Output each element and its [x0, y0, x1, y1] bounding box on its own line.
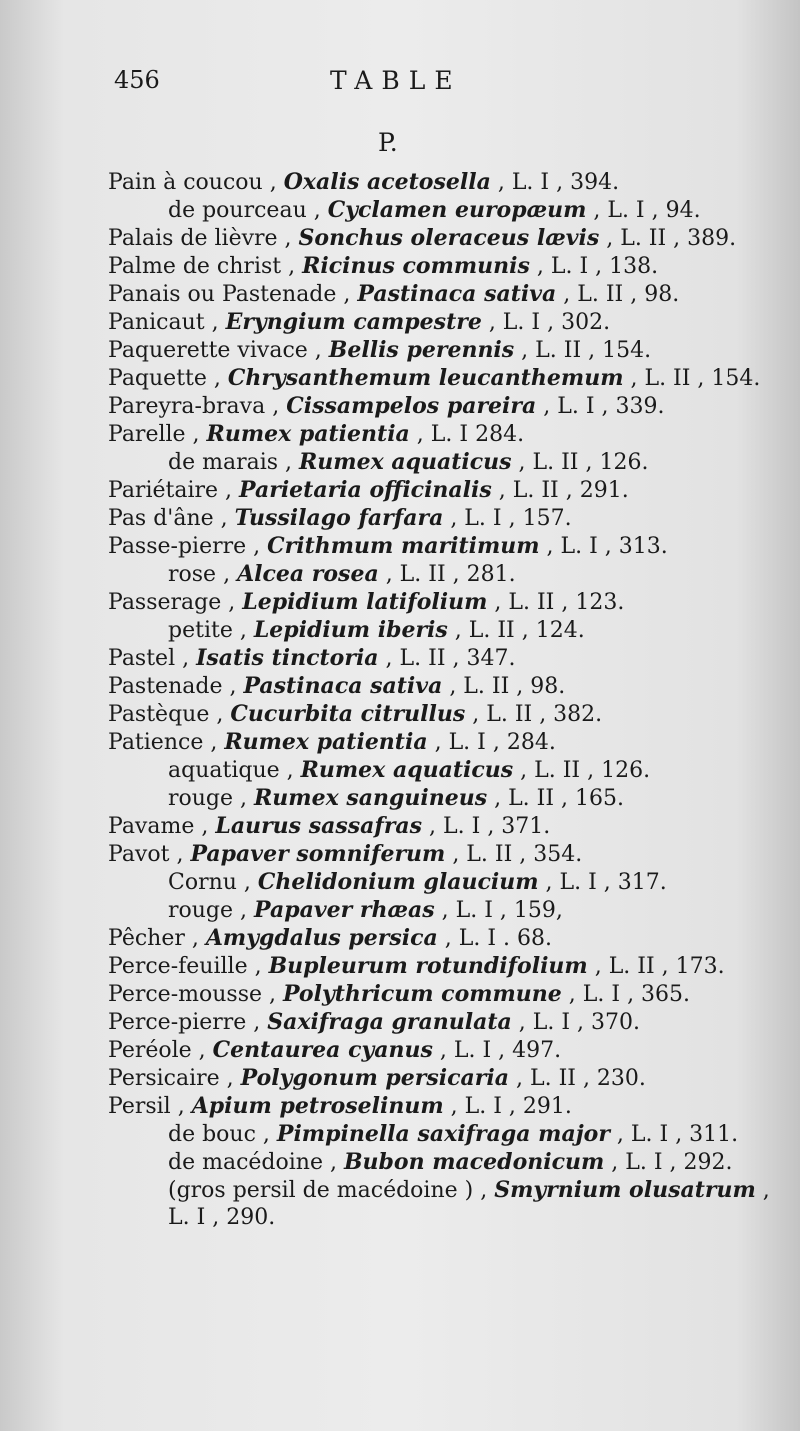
entry-latin-name: Polythricum commune [282, 981, 562, 1007]
entry-reference: , L. I . 68. [437, 926, 552, 951]
entry-term: aquatique , [168, 758, 301, 783]
entry-term: Parelle , [108, 422, 207, 447]
entry-reference: , L. II , 347. [378, 646, 516, 671]
entry-term: Cornu , [168, 870, 258, 895]
entry-latin-name: Bupleurum rotundifolium [268, 953, 588, 979]
entry-latin-name: Chelidonium glaucium [257, 869, 539, 895]
entry-reference: , L. II , 123. [487, 590, 625, 615]
index-entry [108, 952, 788, 980]
entry-latin-name: Chrysanthemum leucanthemum [227, 365, 624, 391]
entry-latin-name: Polygonum persicaria [240, 1065, 509, 1091]
entry-reference: , L. II , 154. [514, 338, 652, 363]
entry-latin-name: Parietaria officinalis [239, 477, 492, 503]
index-entry [108, 1008, 788, 1036]
entry-term: Panais ou Pastenade , [108, 282, 358, 307]
entry-term: rouge , [168, 786, 255, 811]
index-entry [108, 308, 788, 336]
entry-term: petite , [168, 618, 254, 643]
entry-reference: , L. II , 173. [587, 954, 725, 979]
index-subentry [108, 756, 788, 784]
entry-reference: , L. II , 389. [599, 226, 737, 251]
entry-latin-name: Cyclamen europæum [327, 197, 587, 223]
entry-latin-name: Rumex patientia [224, 729, 428, 755]
entry-reference: , L. II , 126. [511, 450, 649, 475]
entry-term: Pariétaire , [108, 478, 240, 503]
entry-reference: , L. I , 292. [604, 1150, 733, 1175]
entry-term: Perce-mousse , [108, 982, 283, 1007]
entry-latin-name: Rumex patientia [206, 421, 410, 447]
entry-latin-name: Centaurea cyanus [212, 1037, 433, 1063]
entry-latin-name: Pastinaca sativa [243, 673, 443, 699]
index-subentry [108, 1148, 788, 1176]
entry-term: Pêcher , [108, 926, 206, 951]
entry-latin-name: Rumex sanguineus [254, 785, 488, 811]
index-entry [108, 672, 788, 700]
entry-reference: , L. I , 497. [432, 1038, 562, 1063]
entry-term: Palme de christ , [108, 254, 303, 279]
entry-term: Pareyra-brava , [108, 394, 287, 419]
index-entry [108, 980, 788, 1008]
index-entries [108, 168, 788, 1232]
entry-reference: , L. II , 165. [487, 786, 625, 811]
entry-latin-name: Rumex aquaticus [300, 757, 514, 783]
entry-latin-name: Eryngium campestre [225, 309, 482, 335]
entry-reference: , L. II , 154. [623, 366, 761, 391]
entry-term: Perce-pierre , [108, 1010, 268, 1035]
index-entry [108, 924, 788, 952]
entry-term: Pastel , [108, 646, 197, 671]
entry-latin-name: Saxifraga granulata [267, 1009, 512, 1035]
entry-term: (gros persil de macédoine ) , [168, 1178, 495, 1203]
entry-term: Pain à coucou , [108, 170, 284, 195]
entry-latin-name: Tussilago farfara [234, 505, 444, 531]
entry-term: L. I , 290. [168, 1205, 276, 1230]
index-entry [108, 476, 788, 504]
entry-reference: , L. I , 302. [481, 310, 611, 335]
entry-term: Pavot , [108, 842, 191, 867]
index-entry [108, 420, 788, 448]
entry-reference: , L. II , 382. [465, 702, 603, 727]
entry-reference: , L. II , 124. [447, 618, 585, 643]
index-subentry [108, 616, 788, 644]
index-entry [108, 392, 788, 420]
entry-latin-name: Papaver somniferum [190, 841, 446, 867]
entry-term: de macédoine , [168, 1150, 344, 1175]
entry-reference: , L. II , 291. [491, 478, 629, 503]
index-entry [108, 280, 788, 308]
entry-reference: , L. I , 157. [443, 506, 572, 531]
index-entry [108, 840, 788, 868]
page-number: 456 [114, 66, 160, 94]
entry-term: de bouc , [168, 1122, 277, 1147]
running-title: TABLE [330, 66, 462, 95]
index-subentry [108, 868, 788, 896]
entry-latin-name: Lepidium latifolium [242, 589, 488, 615]
entry-reference: , L. I , 313. [539, 534, 668, 559]
entry-reference: , L. I , 94. [586, 198, 701, 223]
entry-reference: , L. II , 126. [513, 758, 651, 783]
entry-latin-name: Sonchus oleraceus lævis [298, 225, 600, 251]
index-subentry [108, 560, 788, 588]
entry-reference: , L. I , 317. [538, 870, 667, 895]
entry-latin-name: Ricinus communis [302, 253, 530, 279]
entry-latin-name: Apium petroselinum [191, 1093, 444, 1119]
entry-latin-name: Bellis perennis [328, 337, 515, 363]
entry-reference: , L. I , 370. [511, 1010, 641, 1035]
entry-term: Palais de lièvre , [108, 226, 299, 251]
index-subentry [108, 784, 788, 812]
entry-latin-name: Lepidium iberis [253, 617, 448, 643]
index-entry [108, 1092, 788, 1120]
entry-term: Passerage , [108, 590, 243, 615]
index-entry [108, 644, 788, 672]
entry-term: Pastèque , [108, 702, 231, 727]
entry-reference: , L. I , 394. [490, 170, 620, 195]
index-subentry [108, 1204, 788, 1232]
index-entry [108, 728, 788, 756]
entry-term: Patience , [108, 730, 225, 755]
index-entry [108, 532, 788, 560]
index-entry [108, 252, 788, 280]
index-entry [108, 336, 788, 364]
entry-reference: , L. I , 339. [536, 394, 665, 419]
entry-term: Passe-pierre , [108, 534, 268, 559]
entry-reference: , L. I , 371. [422, 814, 551, 839]
entry-reference: , L. II , 281. [378, 562, 516, 587]
entry-term: Persicaire , [108, 1066, 241, 1091]
entry-latin-name: Cucurbita citrullus [230, 701, 466, 727]
index-entry [108, 1036, 788, 1064]
index-entry [108, 224, 788, 252]
entry-reference: , L. I , 284. [427, 730, 556, 755]
entry-latin-name: Oxalis acetosella [283, 169, 491, 195]
entry-latin-name: Laurus sassafras [215, 813, 423, 839]
entry-term: Persil , [108, 1094, 192, 1119]
entry-latin-name: Smyrnium olusatrum [494, 1177, 756, 1203]
entry-reference: , L. I , 365. [561, 982, 691, 1007]
index-entry [108, 168, 788, 196]
entry-reference: , L. II , 354. [445, 842, 583, 867]
index-entry [108, 504, 788, 532]
index-entry [108, 700, 788, 728]
entry-term: Perce-feuille , [108, 954, 269, 979]
entry-reference: , L. I , 311. [609, 1122, 739, 1147]
entry-term: rouge , [168, 898, 255, 923]
index-subentry [108, 896, 788, 924]
index-entry [108, 812, 788, 840]
entry-term: Pavame , [108, 814, 216, 839]
index-entry [108, 364, 788, 392]
index-subentry [108, 1120, 788, 1148]
entry-term: Paquette , [108, 366, 228, 391]
entry-latin-name: Amygdalus persica [205, 925, 438, 951]
entry-latin-name: Papaver rhæas [254, 897, 435, 923]
index-subentry [108, 1176, 788, 1204]
entry-reference: , L. II , 230. [509, 1066, 646, 1091]
entry-reference: , L. II , 98. [556, 282, 680, 307]
entry-latin-name: Cissampelos pareira [286, 393, 537, 419]
entry-latin-name: Rumex aquaticus [299, 449, 512, 475]
section-letter: P. [378, 128, 398, 157]
index-subentry [108, 196, 788, 224]
entry-term: Panicaut , [108, 310, 226, 335]
entry-reference: , L. I 284. [409, 422, 525, 447]
entry-latin-name: Bubon macedonicum [343, 1149, 605, 1175]
index-entry [108, 1064, 788, 1092]
entry-latin-name: Pimpinella saxifraga major [276, 1121, 610, 1147]
index-entry [108, 588, 788, 616]
entry-term: de marais , [168, 450, 300, 475]
entry-latin-name: Isatis tinctoria [196, 645, 379, 671]
index-subentry [108, 448, 788, 476]
entry-reference: , L. I , 159, [434, 898, 563, 923]
entry-term: rose , [168, 562, 238, 587]
entry-term: Paquerette vivace , [108, 338, 329, 363]
entry-latin-name: Crithmum maritimum [267, 533, 540, 559]
entry-term: Peréole , [108, 1038, 213, 1063]
entry-term: Pas d'âne , [108, 506, 235, 531]
entry-reference: , L. II , 98. [442, 674, 566, 699]
running-head [0, 60, 800, 100]
entry-reference: , [755, 1178, 770, 1203]
entry-latin-name: Alcea rosea [237, 561, 379, 587]
entry-term: Pastenade , [108, 674, 244, 699]
entry-reference: , L. I , 138. [529, 254, 659, 279]
entry-reference: , L. I , 291. [443, 1094, 572, 1119]
entry-term: de pourceau , [168, 198, 328, 223]
entry-latin-name: Pastinaca sativa [357, 281, 557, 307]
